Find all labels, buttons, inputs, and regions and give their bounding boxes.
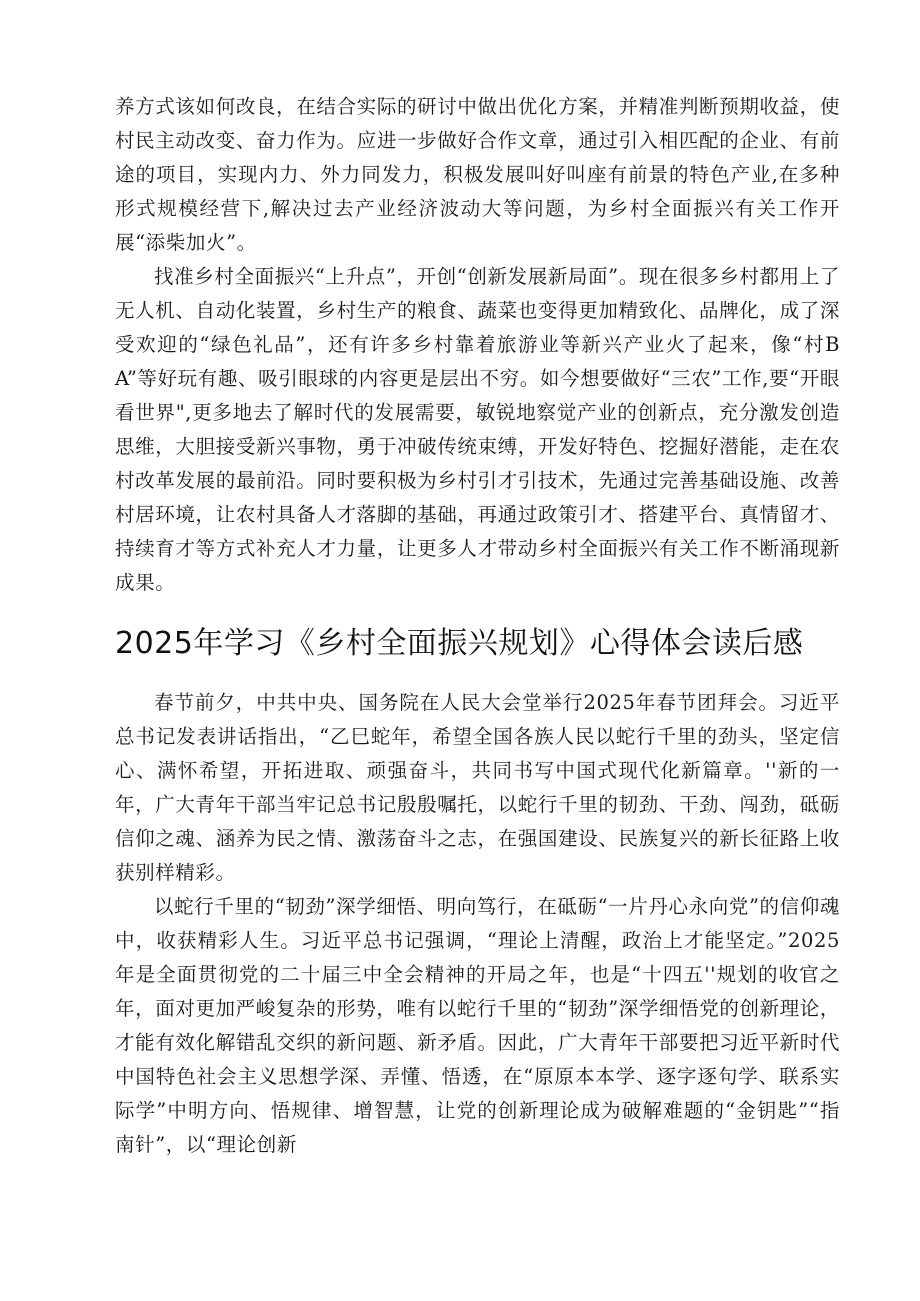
article-heading: 2025年学习《乡村全面振兴规划》心得体会读后感 [115, 626, 804, 661]
document-body [115, 90, 840, 1162]
paragraph-rural-upgrade: 找准乡村全面振兴“上升点”，开创“创新发展新局面”。现在很多乡村都用上了无人机、自动化装置，乡村生产的粮食、蔬菜也变得更加精致化、品牌化，成了深受欢迎的“绿色礼品”，还有许多乡村靠着旅游业等新兴产业火了起来，像“村BA”等好玩有趣、吸引眼球的内容更是层出不穷。如今想要做好“三农”工作,要“开眼看世界",更多地去了解时代的发展需要，敏锐地察觉产业的创新点，充分激发创造思维，大胆接受新兴事物，勇于冲破传统束缚，开发好特色、挖掘好潜能，走在农村改革发展的最前沿。同时要积极为乡村引才引技术，先通过完善基础设施、改善村居环境，让农村具备人才落脚的基础，再通过政策引才、搭建平台、真情留才、持续育才等方式补充人才力量，让更多人才带动乡村全面振兴有关工作不断涌现新成果。 [115, 265, 840, 594]
paragraph-tenacity: 以蛇行千里的“韧劲”深学细悟、明向笃行，在砥砺“一片丹心永向党”的信仰魂中，收获精彩人生。习近平总书记强调，“理论上清醒，政治上才能坚定。”2025年是全面贯彻党的二十届三中全会精神的开局之年，也是“十四五''规划的收官之年，面对更加严峻复杂的形势，唯有以蛇行千里的“韧劲”深学细悟党的创新理论，才能有效化解错乱交织的新问题、新矛盾。因此，广大青年干部要把习近平新时代中国特色社会主义思想学深、弄懂、悟透，在“原原本本学、逐字逐句学、联系实际学”中明方向、悟规律、增智慧，让党的创新理论成为破解难题的“金钥匙”“指南针”，以“理论创新 [115, 895, 840, 1156]
paragraph-continued: 养方式该如何改良，在结合实际的研讨中做出优化方案，并精准判断预期收益，使村民主动改变、奋力作为。应进一步做好合作文章，通过引入相匹配的企业、有前途的项目，实现内力、外力同发力，积极发展叫好叫座有前景的特色产业,在多种形式规模经营下,解决过去产业经济波动大等问题，为乡村全面振兴有关工作开展“添柴加火”。 [115, 95, 840, 254]
paragraph-spring-festival: 春节前夕，中共中央、国务院在人民大会堂举行2025年春节团拜会。习近平总书记发表讲话指出，“乙巳蛇年，希望全国各族人民以蛇行千里的劲头，坚定信心、满怀希望，开拓进取、顽强奋斗，共同书写中国式现代化新篇章。''新的一年，广大青年干部当牢记总书记殷殷嘱托，以蛇行千里的韧劲、干劲、闯劲，砥砺信仰之魂、涵养为民之情、激荡奋斗之志，在强国建设、民族复兴的新长征路上收获别样精彩。 [115, 691, 840, 884]
